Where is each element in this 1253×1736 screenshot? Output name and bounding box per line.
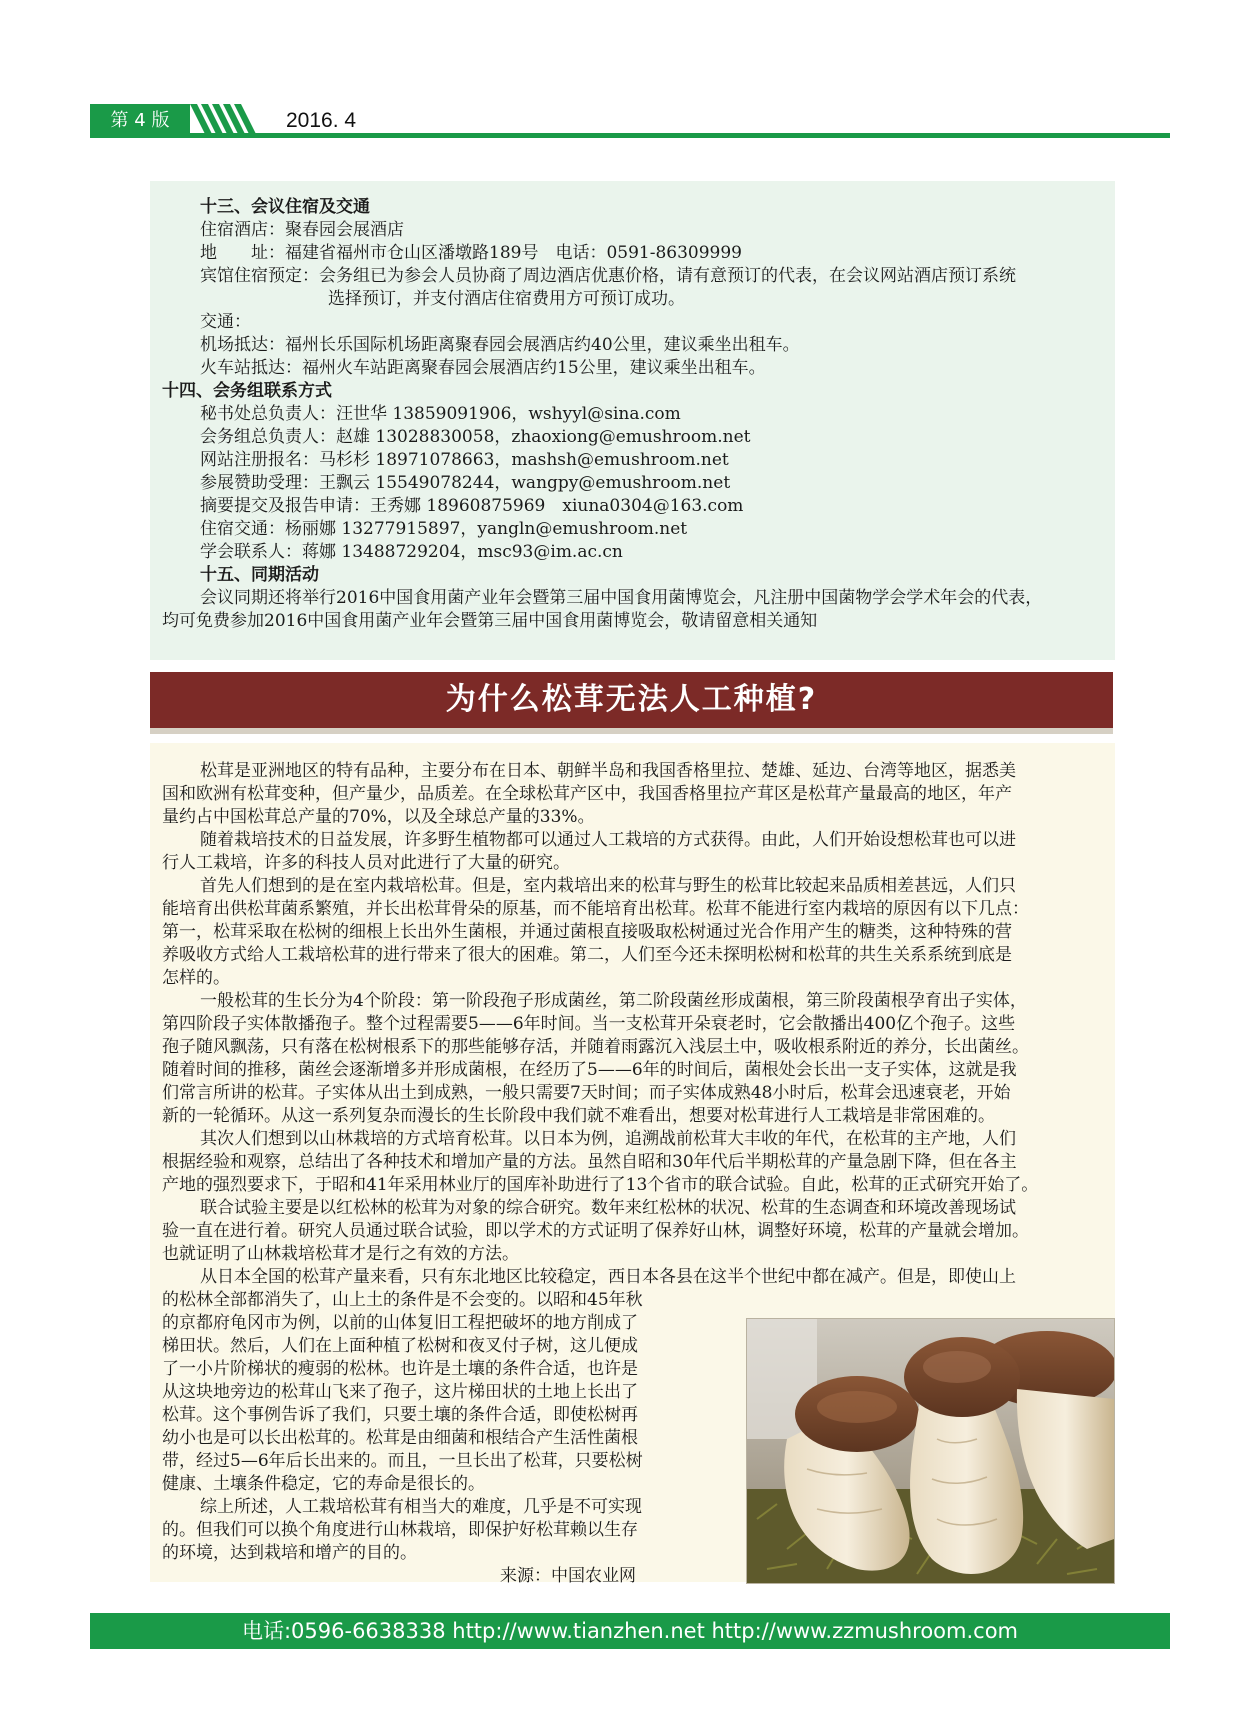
article-line: 综上所述，人工栽培松茸有相当大的难度，几乎是不可实现 bbox=[200, 1497, 642, 1517]
article-line: 从这块地旁边的松茸山飞来了孢子，这片梯田状的土地上长出了 bbox=[162, 1382, 638, 1402]
info-line: 宾馆住宿预定：会务组已为参会人员协商了周边酒店优惠价格，请有意预订的代表，在会议网站酒店预订系统 bbox=[200, 266, 1016, 286]
article-line: 新的一轮循环。从这一系列复杂而漫长的生长阶段中我们就不难看出，想要对松茸进行人工栽培是非常困难的。 bbox=[162, 1106, 995, 1126]
info-line: 学会联系人：蒋娜 13488729204，msc93@im.ac.cn bbox=[200, 542, 623, 562]
article-line: 一般松茸的生长分为4个阶段：第一阶段孢子形成菌丝，第二阶段菌丝形成菌根，第三阶段菌根孕育出子实体， bbox=[200, 991, 1027, 1011]
article-line: 随着栽培技术的日益发展，许多野生植物都可以通过人工栽培的方式获得。由此，人们开始设想松茸也可以进 bbox=[200, 830, 1016, 850]
info-line: 摘要提交及报告申请：王秀娜 18960875969 xiuna0304@163.com bbox=[200, 496, 744, 516]
info-line: 网站注册报名：马杉杉 18971078663，mashsh@emushroom.net bbox=[200, 450, 729, 470]
info-line: 住宿酒店：聚春园会展酒店 bbox=[200, 220, 404, 240]
article-line: 从日本全国的松茸产量来看，只有东北地区比较稳定，西日本各县在这半个世纪中都在减产。但是，即使山上 bbox=[200, 1267, 1016, 1287]
title-banner-shadow bbox=[150, 728, 1113, 734]
info-line: 参展赞助受理：王飘云 15549078244，wangpy@emushroom.net bbox=[200, 473, 731, 493]
info-line: 均可免费参加2016中国食用菌产业年会暨第三届中国食用菌博览会，敬请留意相关通知 bbox=[162, 611, 818, 631]
article-line: 松茸。这个事例告诉了我们，只要土壤的条件合适，即使松树再 bbox=[162, 1405, 638, 1425]
info-line: 住宿交通：杨丽娜 13277915897，yangln@emushroom.net bbox=[200, 519, 688, 539]
article-line: 松茸是亚洲地区的特有品种，主要分布在日本、朝鲜半岛和我国香格里拉、楚雄、延边、台湾等地区，据悉美 bbox=[200, 761, 1016, 781]
article-line: 也就证明了山林栽培松茸才是行之有效的方法。 bbox=[162, 1244, 519, 1264]
article-line: 其次人们想到以山林栽培的方式培育松茸。以日本为例，追溯战前松茸大丰收的年代，在松茸的主产地，人们 bbox=[200, 1129, 1016, 1149]
header-rule bbox=[90, 133, 1170, 138]
article-line: 健康、土壤条件稳定，它的寿命是很长的。 bbox=[162, 1474, 485, 1494]
article-line: 带，经过5—6年后长出来的。而且，一旦长出了松茸，只要松树 bbox=[162, 1451, 643, 1471]
info-section-heading: 十三、会议住宿及交通 bbox=[200, 197, 370, 217]
article-line: 行人工栽培，许多的科技人员对此进行了大量的研究。 bbox=[162, 853, 570, 873]
footer-contact-bar: 电话:0596-6638338 http://www.tianzhen.net http://www.zzmushroom.com bbox=[90, 1613, 1170, 1649]
article-source: 来源：中国农业网 bbox=[500, 1566, 636, 1586]
article-line: 产地的强烈要求下，于昭和41年采用林业厅的国库补助进行了13个省市的联合试验。自此，松茸的正式研究开始了。 bbox=[162, 1175, 1039, 1195]
article-line: 幼小也是可以长出松茸的。松茸是由细菌和根结合产生活性菌根 bbox=[162, 1428, 638, 1448]
matsutake-mushroom-photo bbox=[746, 1318, 1115, 1584]
info-section-heading: 十五、同期活动 bbox=[200, 565, 319, 585]
info-line: 秘书处总负责人：汪世华 13859091906，wshyyl@sina.com bbox=[200, 404, 681, 424]
info-line: 会议同期还将举行2016中国食用菌产业年会暨第三届中国食用菌博览会，凡注册中国菌物学会学术年会的代表， bbox=[200, 588, 1043, 608]
article-line: 量约占中国松茸总产量的70%，以及全球总产量的33%。 bbox=[162, 807, 595, 827]
article-line: 的环境，达到栽培和增产的目的。 bbox=[162, 1543, 417, 1563]
info-line: 交通： bbox=[200, 312, 251, 332]
info-line: 火车站抵达：福州火车站距离聚春园会展酒店约15公里，建议乘坐出租车。 bbox=[200, 358, 766, 378]
info-line: 地 址：福建省福州市仓山区潘墩路189号 电话：0591-86309999 bbox=[200, 243, 742, 263]
article-line: 能培育出供松茸菌系繁殖，并长出松茸骨朵的原基，而不能培育出松茸。松茸不能进行室内栽培的原因有以下几点： bbox=[162, 899, 1029, 919]
info-line: 机场抵达：福州长乐国际机场距离聚春园会展酒店约40公里，建议乘坐出租车。 bbox=[200, 335, 800, 355]
edition-tab: 第 4 版 bbox=[90, 104, 190, 138]
info-section-heading: 十四、会务组联系方式 bbox=[162, 381, 332, 401]
info-line: 会务组总负责人：赵雄 13028830058，zhaoxiong@emushroom.net bbox=[200, 427, 751, 447]
article-line: 国和欧洲有松茸变种，但产量少，品质差。在全球松茸产区中，我国香格里拉产茸区是松茸产量最高的地区，年产 bbox=[162, 784, 1012, 804]
article-line: 验一直在进行着。研究人员通过联合试验，即以学术的方式证明了保养好山林，调整好环境，松茸的产量就会增加。 bbox=[162, 1221, 1029, 1241]
article-line: 随着时间的推移，菌丝会逐渐增多并形成菌根，在经历了5——6年的时间后，菌根处会长出一支子实体，这就是我 bbox=[162, 1060, 1017, 1080]
issue-date: 2016. 4 bbox=[286, 109, 357, 132]
article-line: 孢子随风飘荡，只有落在松树根系下的那些能够存活，并随着雨露沉入浅层土中，吸收根系附近的养分，长出菌丝。 bbox=[162, 1037, 1029, 1057]
info-line: 选择预订，并支付酒店住宿费用方可预订成功。 bbox=[328, 289, 685, 309]
article-line: 们常言所讲的松茸。子实体从出土到成熟，一般只需要7天时间；而子实体成熟48小时后，松茸会迅速衰老，开始 bbox=[162, 1083, 1011, 1103]
article-line: 的。但我们可以换个角度进行山林栽培，即保护好松茸赖以生存 bbox=[162, 1520, 638, 1540]
article-line: 的松林全部都消失了，山上土的条件是不会变的。以昭和45年秋 bbox=[162, 1290, 643, 1310]
article-line: 梯田状。然后，人们在上面种植了松树和夜叉付子树，这儿便成 bbox=[162, 1336, 638, 1356]
article-line: 养吸收方式给人工栽培松茸的进行带来了很大的困难。第二，人们至今还未探明松树和松茸的共生关系系统到底是 bbox=[162, 945, 1012, 965]
article-line: 根据经验和观察，总结出了各种技术和增加产量的方法。虽然自昭和30年代后半期松茸的产量急剧下降，但在各主 bbox=[162, 1152, 1017, 1172]
article-line: 怎样的。 bbox=[162, 968, 230, 988]
article-line: 第一，松茸采取在松树的细根上长出外生菌根，并通过菌根直接吸取松树通过光合作用产生的糖类，这种特殊的营 bbox=[162, 922, 1012, 942]
article-line: 的京都府龟冈市为例，以前的山体复旧工程把破坏的地方削成了 bbox=[162, 1313, 638, 1333]
article-title: 为什么松茸无法人工种植? bbox=[445, 682, 818, 717]
article-line: 第四阶段子实体散播孢子。整个过程需要5——6年时间。当一支松茸开朵衰老时，它会散播出400亿个孢子。这些 bbox=[162, 1014, 1016, 1034]
article-line: 首先人们想到的是在室内栽培松茸。但是，室内栽培出来的松茸与野生的松茸比较起来品质相差甚远，人们只 bbox=[200, 876, 1016, 896]
article-line: 了一小片阶梯状的瘦弱的松林。也许是土壤的条件合适，也许是 bbox=[162, 1359, 638, 1379]
article-line: 联合试验主要是以红松林的松茸为对象的综合研究。数年来红松林的状况、松茸的生态调查和环境改善现场试 bbox=[200, 1198, 1016, 1218]
